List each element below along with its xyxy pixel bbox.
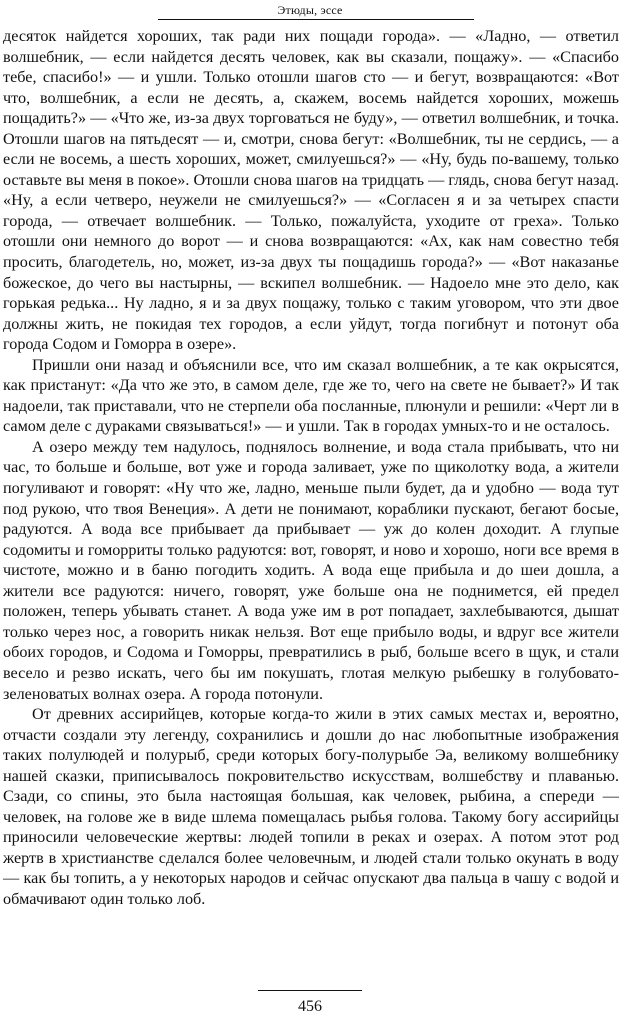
- header-rule: [158, 19, 474, 20]
- page-body: [3, 26, 619, 910]
- paragraph-3: А озеро между тем надулось, поднялось волнение, и вода стала прибывать, что ни час, то больше и больше, вот уже и города заливает, уже по щиколотку вода, а жители погуливают и говорят: «Ну что же, ладно, меньше пыли будет, да и удобно — вода тут под рукою, что твоя Венеция». А дети не понимают, кораблики пускают, бегают босые, радуются. А вода все прибывает да прибывает — уж до колен доходит. А глупые содомиты и гоморриты только радуются: вот, говорят, и ново и хорошо, ноги все время в чистоте, можно и в баню погодить ходить. А вода еще прибыла и до шеи дошла, а жители все радуются: ничего, говорят, уже больше она не поднимется, ей предел положен, теперь убывать станет. А вода уже им в рот попадает, захлебываются, дышат только через нос, а говорить никак нельзя. Вот еще прибыло воды, и вдруг все жители обоих городов, и Содома и Гоморры, превратились в рыб, больше всего в щук, и стали весело и резво искать, чего бы им покушать, глотая мелкую рыбешку в голубовато-зеленоватых волнах озера. А города потонули.: [3, 437, 619, 703]
- paragraph-4: От древних ассирийцев, которые когда-то жили в этих самых местах и, вероятно, отчасти создали эту легенду, сохранились и дошли до нас любопытные изображения таких полулюдей и полурыб, среди которых богу-полурыбе Эа, великому волшебнику нашей сказки, приписывалось покровительство искусствам, волшебству и плаванью. Сзади, со спины, это была настоящая большая, как человек, рыбина, а спереди — человек, на голове же в виде шлема помещалась рыбья голова. Такому богу ассирийцы приносили человеческие жертвы: людей топили в реках и озерах. А потом этот род жертв в христианстве сделался более человечным, и людей стали только окунать в воду — как бы топить, а у некоторых народов и сейчас опускают два пальца в чашу с водой и обмачивают один только лоб.: [3, 705, 619, 908]
- running-header: Этюды, эссе: [277, 3, 343, 17]
- paragraph-2: Пришли они назад и объяснили все, что им сказал волшебник, а те как окрысятся, как пристанут: «Да что же это, в самом деле, где же то, чего на свете не бывает?» И так надоели, так приставали, что не стерпели оба посланные, плюнули и решили: «Черт ли в самом деле с дураками связываться!» — и ушли. Так в городах умных-то и не осталось.: [3, 355, 619, 436]
- paragraph-1: десяток найдется хороших, так ради них пощади города». — «Ладно, — ответил волшебник, — если найдется десять человек, как вы сказали, пощажу». — «Спасибо тебе, спасибо!» — и ушли. Только отошли шагов сто — и бегут, возвращаются: «Вот что, волшебник, а если не десять, а, скажем, восемь найдется хороших, можешь пощадить?» — «Что же, из-за двух торговаться не буду», — ответил волшебник, и точка. Отошли шагов на пятьдесят — и, смотри, снова бегут: «Волшебник, ты не сердись, — а если не восемь, а шесть хороших, может, смилуешься?» — «Ну, будь по-вашему, только оставьте вы меня в покое». Отошли снова шагов на тридцать — глядь, снова бегут назад. «Ну, а если четверо, неужели не смилуешься?» — «Согласен я и за четырех спасти города, — отвечает волшебник. — Только, пожалуйста, уходите от греха». Только отошли они немного до ворот — и снова возвращаются: «Ах, как нам совестно тебя просить, благодетель, но, может, из-за двух ты пощадишь города?» — «Вот наказанье божеское, до чего вы настырны, — вскипел волшебник. — Надоело мне это дело, как горькая редька... Ну ладно, я и за двух пощажу, только с таким уговором, что эти двое должны жить, не покидая тех городов, а если уйдут, тогда погибнут и потонут оба города Содом и Гоморра в озере».: [3, 27, 619, 354]
- page-number: 456: [298, 998, 322, 1015]
- footer-rule: [258, 990, 362, 991]
